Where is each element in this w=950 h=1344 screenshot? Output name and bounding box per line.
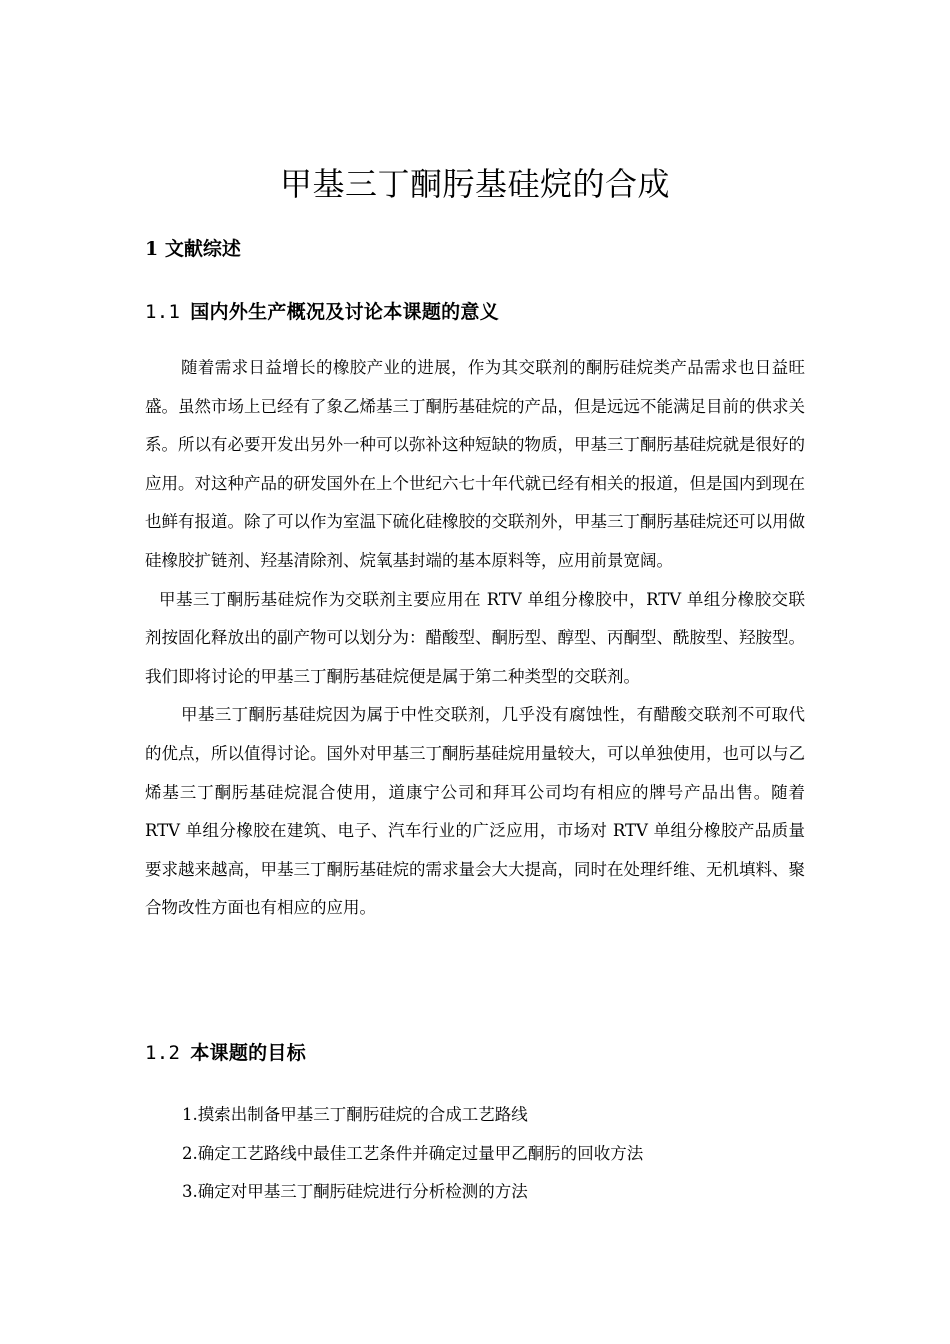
section-heading-1-1: [145, 297, 499, 327]
section-title: 本课题的目标: [190, 1042, 307, 1064]
document-title: 甲基三丁酮肟基硅烷的合成: [279, 165, 670, 203]
goal-item: 1.摸索出制备甲基三丁酮肟硅烷的合成工艺路线: [182, 1105, 528, 1124]
section-heading-1-2: [145, 1038, 306, 1068]
paragraph: 甲基三丁酮肟基硅烷作为交联剂主要应用在 RTV 单组分橡胶中，RTV 单组分橡胶交联剂按固化释放出的副产物可以划分为：醋酸型、酮肟型、醇型、丙酮型、酰胺型、羟胺型。我们即将讨论的甲基三丁酮肟基硅烷便是属于第二种类型的交联剂。: [145, 589, 805, 686]
section-number: 1.2: [145, 1042, 181, 1064]
section-title: 国内外生产概况及讨论本课题的意义: [190, 301, 500, 323]
section-1-1-body: [145, 349, 805, 928]
paragraph: 随着需求日益增长的橡胶产业的进展，作为其交联剂的酮肟硅烷类产品需求也日益旺盛。虽然市场上已经有了象乙烯基三丁酮肟基硅烷的产品，但是远远不能满足目前的供求关系。所以有必要开发出另外一种可以弥补这种短缺的物质，甲基三丁酮肟基硅烷就是很好的应用。对这种产品的研发国外在上个世纪六七十年代就已经有相关的报道，但是国内到现在也鲜有报道。除了可以作为室温下硫化硅橡胶的交联剂外，甲基三丁酮肟基硅烷还可以用做硅橡胶扩链剂、羟基清除剂、烷氧基封端的基本原料等，应用前景宽阔。: [145, 358, 805, 570]
section-number: 1.1: [145, 301, 181, 323]
goals-list: [182, 1096, 643, 1212]
goal-item: 2.确定工艺路线中最佳工艺条件并确定过量甲乙酮肟的回收方法: [182, 1143, 644, 1163]
paragraph: 甲基三丁酮肟基硅烷因为属于中性交联剂，几乎没有腐蚀性，有醋酸交联剂不可取代的优点，所以值得讨论。国外对甲基三丁酮肟基硅烷用量较大，可以单独使用，也可以与乙烯基三丁酮肟基硅烷混合使用，道康宁公司和拜耳公司均有相应的牌号产品出售。随着 RTV 单组分橡胶在建筑、电子、汽车行业的广泛应用，市场对 RTV 单组分橡胶产品质量要求越来越高，甲基三丁酮肟基硅烷的需求量会大大提高，同时在处理纤维、无机填料、聚合物改性方面也有相应的应用。: [145, 705, 805, 918]
section-heading-1: 1 文献综述: [145, 238, 241, 260]
goal-item: 3.确定对甲基三丁酮肟硅烷进行分析检测的方法: [182, 1182, 528, 1202]
